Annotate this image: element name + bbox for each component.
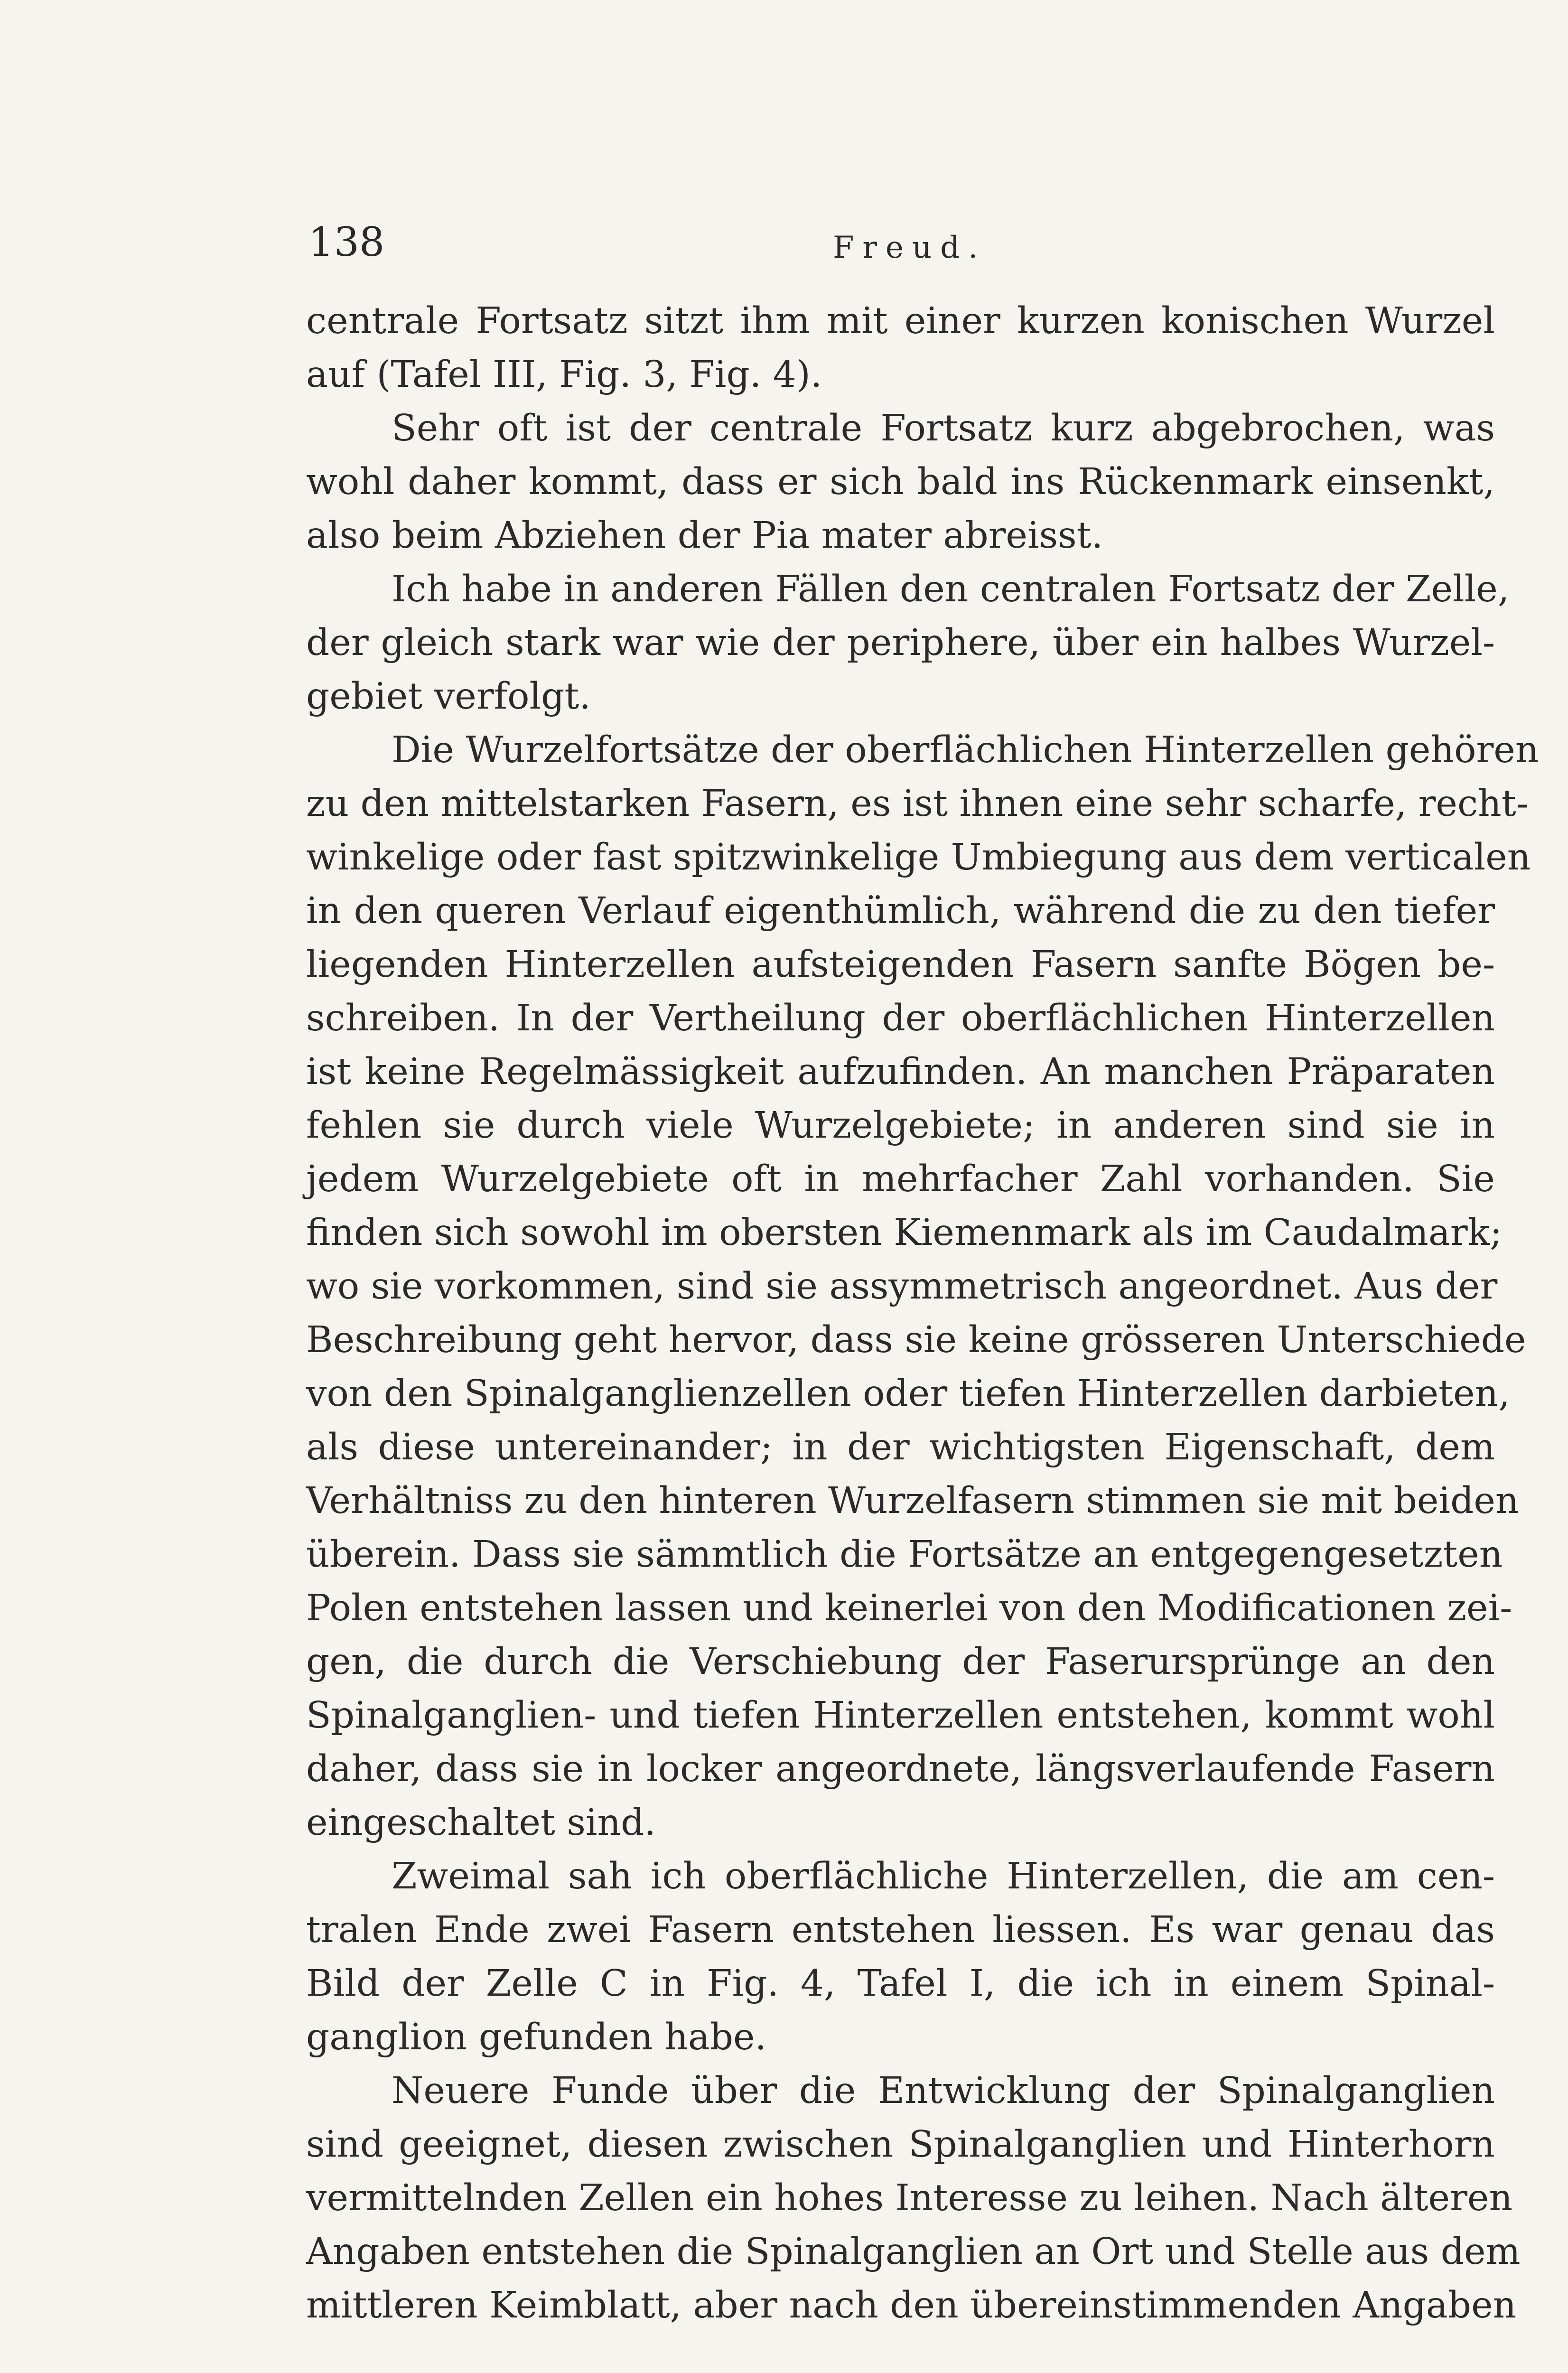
text-line: also beim Abziehen der Pia mater abreisst.	[306, 514, 1103, 557]
text-line: gen, die durch die Verschiebung der Faserursprünge an den	[306, 1641, 1495, 1683]
text-line: ganglion gefunden habe.	[306, 2016, 767, 2058]
text-line: Verhältniss zu den hinteren Wurzelfasern stimmen sie mit beiden	[306, 1480, 1519, 1522]
text-line: Neuere Funde über die Entwicklung der Spinalganglien	[392, 2070, 1495, 2112]
body-text	[306, 294, 1539, 2332]
text-line: Angaben entstehen die Spinalganglien an Ort und Stelle aus dem	[306, 2231, 1521, 2273]
text-line: centrale Fortsatz sitzt ihm mit einer kurzen konischen Wurzel	[306, 300, 1495, 342]
text-line: jedem Wurzelgebiete oft in mehrfacher Zahl vorhanden. Sie	[306, 1158, 1495, 1200]
text-line: winkelige oder fast spitzwinkelige Umbiegung aus dem verticalen	[306, 836, 1531, 878]
text-line: Beschreibung geht hervor, dass sie keine grösseren Unterschiede	[306, 1319, 1526, 1361]
text-line: sind geeignet, diesen zwischen Spinalganglien und Hinterhorn	[306, 2123, 1495, 2166]
text-line: Polen entstehen lassen und keinerlei von den Modificationen zei-	[306, 1587, 1512, 1629]
text-line: eingeschaltet sind.	[306, 1802, 656, 1844]
text-line: auf (Tafel III, Fig. 3, Fig. 4).	[306, 354, 822, 396]
text-line: überein. Dass sie sämmtlich die Fortsätze an entgegengesetzten	[306, 1533, 1503, 1576]
text-line: vermittelnden Zellen ein hohes Interesse zu leihen. Nach älteren	[306, 2177, 1513, 2219]
text-line: Bild der Zelle C in Fig. 4, Tafel I, die ich in einem Spinal-	[306, 1962, 1495, 2005]
text-line: daher, dass sie in locker angeordnete, längsverlaufende Fasern	[306, 1748, 1495, 1790]
text-line: wo sie vorkommen, sind sie assymmetrisch angeordnet. Aus der	[306, 1265, 1498, 1308]
text-line: gebiet verfolgt.	[306, 675, 591, 718]
text-line: Sehr oft ist der centrale Fortsatz kurz abgebrochen, was	[392, 407, 1495, 449]
running-head: Freud.	[833, 230, 987, 265]
text-line: als diese untereinander; in der wichtigsten Eigenschaft, dem	[306, 1426, 1495, 1468]
text-line: liegenden Hinterzellen aufsteigenden Fasern sanfte Bögen be-	[306, 944, 1495, 986]
text-line: Ich habe in anderen Fällen den centralen Fortsatz der Zelle,	[392, 568, 1510, 610]
text-line: mittleren Keimblatt, aber nach den übereinstimmenden Angaben	[306, 2284, 1517, 2326]
text-line: ist keine Regelmässigkeit aufzufinden. An manchen Präparaten	[306, 1051, 1495, 1093]
text-line: zu den mittelstarken Fasern, es ist ihnen eine sehr scharfe, recht-	[306, 783, 1529, 825]
text-line: in den queren Verlauf eigenthümlich, während die zu den tiefer	[306, 890, 1495, 932]
text-line: schreiben. In der Vertheilung der oberflächlichen Hinterzellen	[306, 997, 1495, 1039]
text-line: fehlen sie durch viele Wurzelgebiete; in anderen sind sie in	[306, 1104, 1495, 1147]
text-line: der gleich stark war wie der periphere, über ein halbes Wurzel-	[306, 622, 1495, 664]
text-line: finden sich sowohl im obersten Kiemenmark als im Caudalmark;	[306, 1212, 1503, 1254]
text-line: Spinalganglien- und tiefen Hinterzellen entstehen, kommt wohl	[306, 1694, 1495, 1737]
text-line: Die Wurzelfortsätze der oberflächlichen Hinterzellen gehören	[392, 729, 1539, 771]
text-line: wohl daher kommt, dass er sich bald ins Rückenmark einsenkt,	[306, 461, 1495, 503]
page-number: 138	[308, 219, 385, 265]
text-line: Zweimal sah ich oberflächliche Hinterzellen, die am cen-	[392, 1855, 1495, 1897]
text-line: tralen Ende zwei Fasern entstehen liessen. Es war genau das	[306, 1909, 1495, 1951]
text-line: von den Spinalganglienzellen oder tiefen Hinterzellen darbieten,	[306, 1373, 1510, 1415]
